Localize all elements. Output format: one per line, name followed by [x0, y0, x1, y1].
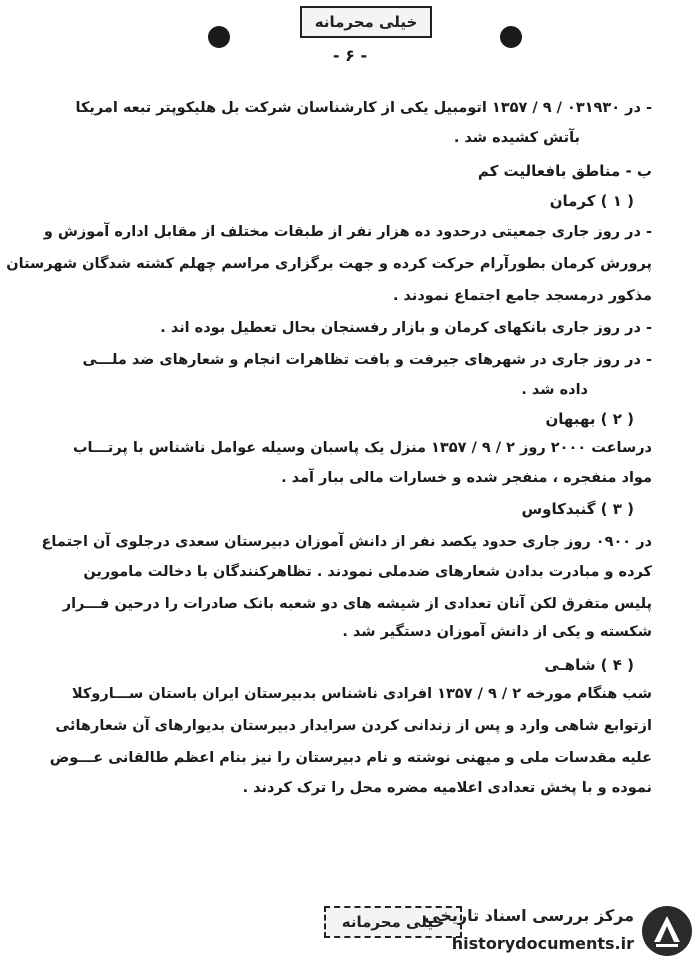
classification-stamp-top: خیلی محرمانه — [300, 6, 432, 38]
archive-logo — [424, 900, 698, 962]
text-line-16: کرده و مبادرت بدادن شعارهای ضدملی نمودند . تظاهرکنندگان با دخالت مامورین — [83, 564, 652, 580]
subheading-kerman: ( ۱ ) کرمان — [549, 192, 634, 210]
subheading-shahi: ( ۴ ) شاهـی — [544, 656, 634, 674]
subheading-gonbad-kavus: ( ۳ ) گنبدکاوس — [521, 500, 634, 518]
text-line-17: پلیس متفرق لکن آنان تعدادی از شیشه های دو شعبه بانک صادرات را درحین فـــرار — [62, 596, 652, 612]
text-line-12: درساعت ۲۰۰۰ روز ۲ / ۹ / ۱۳۵۷ منزل یک پاسبان وسیله عوامل ناشناس با پرتـــاب — [72, 440, 652, 456]
text-line-23: نموده و با پخش تعدادی اعلامیه مضره محل را ترک کردند . — [242, 780, 652, 796]
archive-emblem-icon — [640, 904, 694, 958]
classification-stamp-bottom: خیلی محرمانه — [324, 906, 462, 938]
logo-text-persian: مرکز بررسی اسناد تاریخی — [424, 906, 634, 925]
text-line-2: بآتش کشیده شد . — [453, 130, 580, 146]
text-line-9: - در روز جاری در شهرهای جیرفت و بافت تظاهرات انجام و شعارهای ضد ملـــی — [82, 352, 652, 368]
punch-hole-right — [500, 26, 522, 48]
text-line-7: مذکور درمسجد جامع اجتماع نمودند . — [392, 288, 652, 304]
text-line-10: داده شد . — [521, 382, 588, 398]
text-line-5: - در روز جاری جمعیتی درحدود ده هزار نفر از طبقات مختلف از مقابل اداره آموزش و — [43, 224, 652, 240]
text-line-13: مواد منفجره ، منفجر شده و خسارات مالی ببار آمد . — [281, 470, 652, 486]
text-line-20: شب هنگام مورخه ۲ / ۹ / ۱۳۵۷ افرادی ناشناس بدبیرستان ایران باستان ســـاروکلا — [71, 686, 652, 702]
section-heading-low-activity: ب - مناطق بافعالیت کم — [477, 162, 652, 180]
text-line-6: پرورش کرمان بطورآرام حرکت کرده و جهت برگزاری مراسم چهلم کشته شدگان شهرستان — [6, 256, 652, 272]
punch-hole-left — [208, 26, 230, 48]
text-line-22: علیه مقدسات ملی و میهنی نوشته و نام دبیرستان را نیز بنام اعظم طالقانی عـــوض — [49, 750, 652, 766]
text-line-1: - در ۰۳۱۹۳۰ / ۹ / ۱۳۵۷ اتومبیل یکی از کارشناسان شرکت بل هلیکوپتر تبعه امریکا — [75, 100, 652, 116]
text-line-21: ازتوابع شاهی وارد و پس از زندانی کردن سرایدار دبیرستان بدیوارهای آن شعارهائی — [55, 718, 652, 734]
text-line-15: در ۰۹۰۰ روز جاری حدود یکصد نفر از دانش آموزان دبیرستان سعدی درجلوی آن اجتماع — [41, 534, 652, 550]
text-line-8: - در روز جاری بانکهای کرمان و بازار رفسنجان بحال تعطیل بوده اند . — [160, 320, 652, 336]
page-number: - ۶ - — [332, 46, 368, 65]
subheading-behbahan: ( ۲ ) بهبهان — [545, 410, 634, 428]
text-line-18: شکسته و یکی از دانش آموزان دستگیر شد . — [342, 624, 652, 640]
logo-text-url: historydocuments.ir — [451, 934, 634, 953]
